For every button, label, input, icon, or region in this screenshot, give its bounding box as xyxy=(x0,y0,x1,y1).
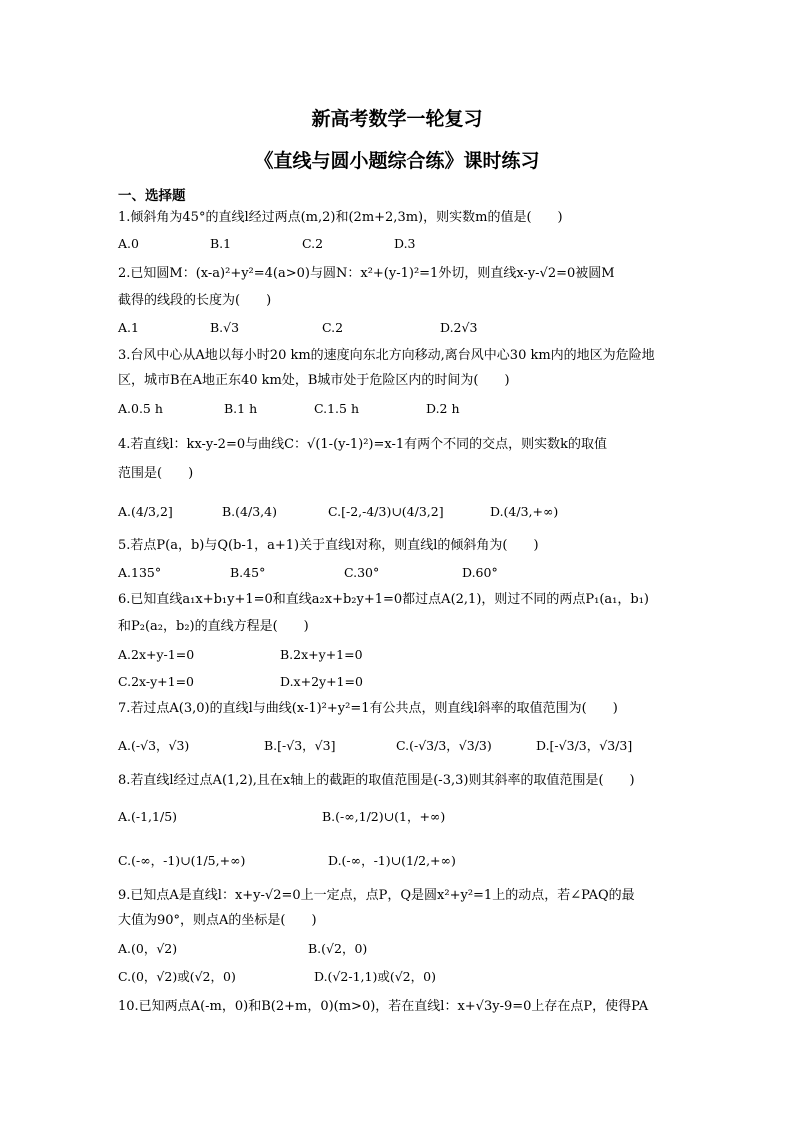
question-4-line-2: 范围是( ) xyxy=(118,466,194,481)
option-d: D.(√2-1,1)或(√2，0) xyxy=(314,969,436,984)
option-b: B.[-√3，√3] xyxy=(264,738,336,753)
question-7-options xyxy=(118,735,702,757)
option-b: B.45° xyxy=(230,565,266,580)
question-3-line-2: 区，城市B在A地正东40 km处，B城市处于危险区内的时间为( ) xyxy=(118,373,510,388)
question-9-line-1: 9.已知点A是直线l：x+y-√2=0上一定点，点P，Q是圆x²+y²=1上的动点，若∠PAQ的最 xyxy=(118,888,635,903)
option-a: A.2x+y-1=0 xyxy=(118,647,195,662)
question-4-options xyxy=(118,501,702,523)
option-c: C.[-2,-4/3)∪(4/3,2] xyxy=(328,504,444,519)
section-heading: 一、选择题 xyxy=(118,188,186,204)
option-c: C.30° xyxy=(344,565,380,580)
option-d: D.2√3 xyxy=(440,320,478,335)
question-8-options-row-1 xyxy=(118,806,702,828)
question-4-line-1: 4.若直线l：kx-y-2=0与曲线C：√(1-(y-1)²)=x-1有两个不同的交点，则实数k的取值 xyxy=(118,437,608,452)
option-d: D.3 xyxy=(394,236,416,251)
option-d: D.(4/3,+∞) xyxy=(490,504,559,519)
option-d: D.60° xyxy=(462,565,498,580)
question-9-options-row-2 xyxy=(118,966,702,988)
option-b: B.(√2，0) xyxy=(308,941,368,956)
page-title: 新高考数学一轮复习 xyxy=(311,108,483,130)
option-c: C.(-∞，-1)∪(1/5,+∞) xyxy=(118,853,246,868)
question-2-line-2: 截得的线段的长度为( ) xyxy=(118,293,272,308)
option-b: B.1 h xyxy=(224,401,258,416)
option-c: C.1.5 h xyxy=(314,401,359,416)
option-c: C.(0，√2)或(√2，0) xyxy=(118,969,236,984)
option-a: A.0.5 h xyxy=(118,401,163,416)
question-2-options xyxy=(118,317,702,339)
question-7: 7.若过点A(3,0)的直线l与曲线(x-1)²+y²=1有公共点，则直线l斜率的取值范围为( ) xyxy=(118,701,618,716)
question-1: 1.倾斜角为45°的直线l经过两点(m,2)和(2m+2,3m)，则实数m的值是( ) xyxy=(118,210,563,225)
question-5: 5.若点P(a，b)与Q(b-1，a+1)关于直线l对称，则直线l的倾斜角为( ) xyxy=(118,538,539,553)
question-6-line-1: 6.已知直线a₁x+b₁y+1=0和直线a₂x+b₂y+1=0都过点A(2,1)，则过不同的两点P₁(a₁，b₁) xyxy=(118,592,649,607)
option-d: D.2 h xyxy=(426,401,460,416)
question-1-options xyxy=(118,233,702,255)
question-2-line-1: 2.已知圆M：(x-a)²+y²=4(a>0)与圆N：x²+(y-1)²=1外切，则直线x-y-√2=0被圆M xyxy=(118,266,615,281)
question-9-options-row-1 xyxy=(118,938,702,960)
option-c: C.(-√3/3，√3/3) xyxy=(396,738,492,753)
option-a: A.135° xyxy=(118,565,162,580)
option-c: C.2x-y+1=0 xyxy=(118,674,195,689)
option-b: B.(4/3,4) xyxy=(222,504,277,519)
option-b: B.(-∞,1/2)∪(1，+∞) xyxy=(322,809,446,824)
question-8-options-row-2 xyxy=(118,850,702,872)
option-b: B.1 xyxy=(210,236,232,251)
question-6-line-2: 和P₂(a₂，b₂)的直线方程是( ) xyxy=(118,619,309,634)
option-b: B.2x+y+1=0 xyxy=(280,647,363,662)
option-a: A.(4/3,2] xyxy=(118,504,173,519)
option-c: C.2 xyxy=(322,320,344,335)
question-3-line-1: 3.台风中心从A地以每小时20 km的速度向东北方向移动,离台风中心30 km内的地区为危险地 xyxy=(118,348,655,363)
option-b: B.√3 xyxy=(210,320,240,335)
question-9-line-2: 大值为90°，则点A的坐标是( ) xyxy=(118,913,317,928)
option-a: A.(-1,1/5) xyxy=(118,809,178,824)
option-a: A.(0，√2) xyxy=(118,941,178,956)
option-d: D.[-√3/3，√3/3] xyxy=(536,738,633,753)
question-8: 8.若直线l经过点A(1,2),且在x轴上的截距的取值范围是(-3,3)则其斜率的取值范围是( ) xyxy=(118,773,635,788)
question-6-options-row-2 xyxy=(118,671,702,693)
question-5-options xyxy=(118,562,702,584)
question-6-options-row-1 xyxy=(118,644,702,666)
question-10-line-1: 10.已知两点A(-m，0)和B(2+m，0)(m>0)，若在直线l：x+√3y-9=0上存在点P，使得PA xyxy=(118,999,649,1014)
option-d: D.(-∞，-1)∪(1/2,+∞) xyxy=(328,853,456,868)
option-d: D.x+2y+1=0 xyxy=(280,674,363,689)
option-a: A.0 xyxy=(118,236,139,251)
option-a: A.1 xyxy=(118,320,139,335)
option-c: C.2 xyxy=(302,236,324,251)
question-3-options xyxy=(118,398,702,420)
page-subtitle: 《直线与圆小题综合练》课时练习 xyxy=(254,150,540,172)
option-a: A.(-√3，√3) xyxy=(118,738,190,753)
